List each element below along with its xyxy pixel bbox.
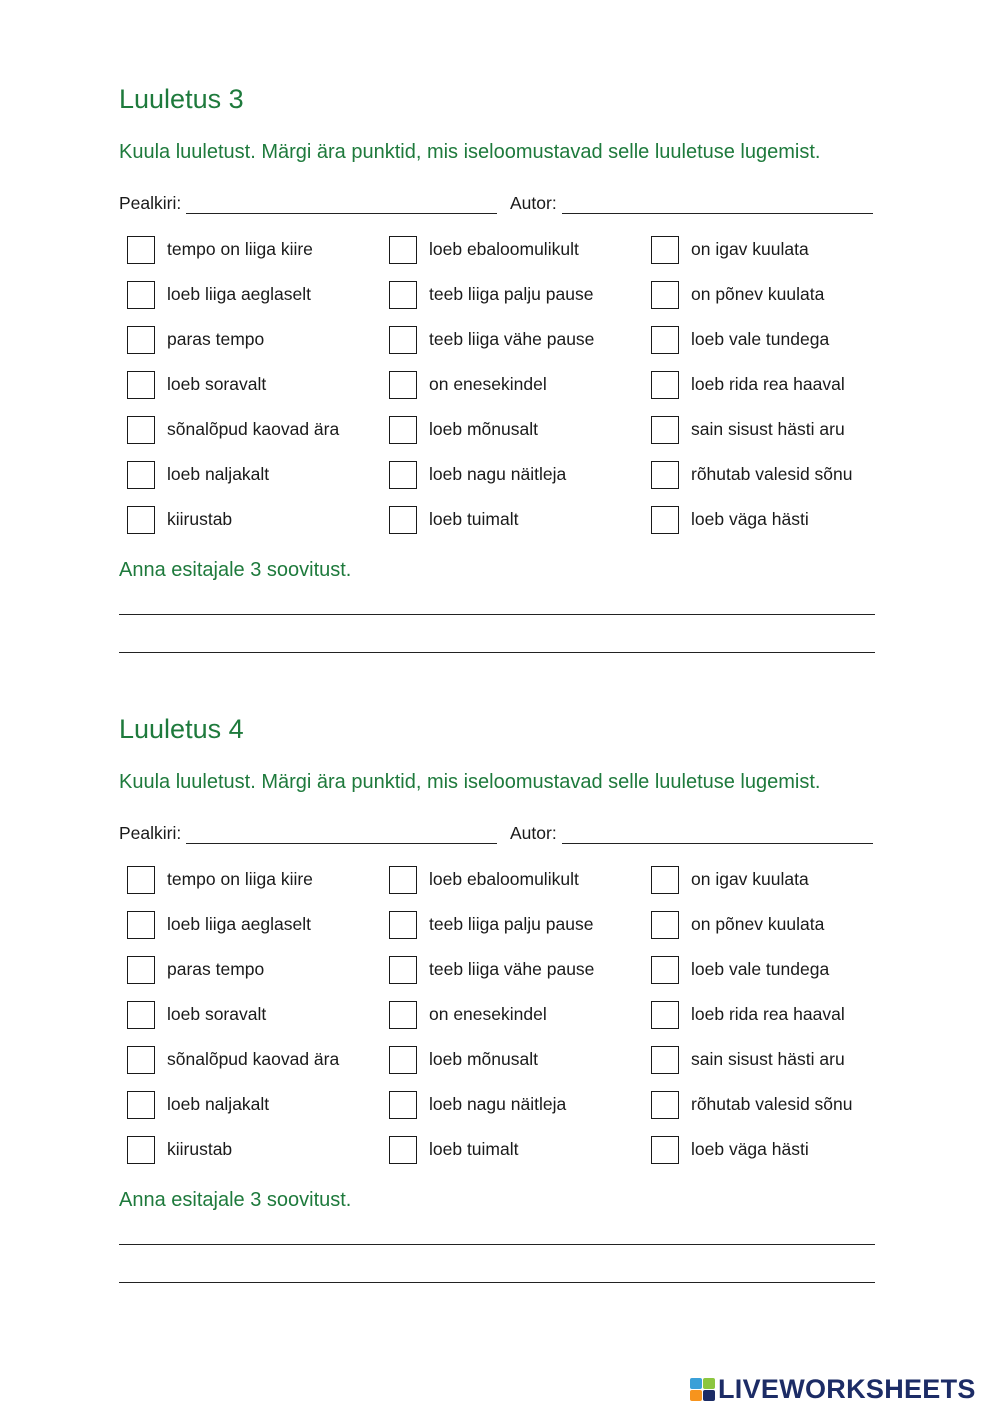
checkbox[interactable] bbox=[127, 326, 155, 354]
checkbox[interactable] bbox=[651, 1091, 679, 1119]
option-label: loeb soravalt bbox=[167, 374, 267, 394]
option-label: sain sisust hästi aru bbox=[691, 419, 845, 439]
recommendation-heading: Anna esitajale 3 soovitust. bbox=[119, 559, 352, 581]
option-label: loeb ebaloomulikult bbox=[429, 239, 579, 259]
checkbox[interactable] bbox=[389, 461, 417, 489]
option-label: on enesekindel bbox=[429, 374, 547, 394]
checkbox[interactable] bbox=[389, 371, 417, 399]
title-field-line[interactable] bbox=[186, 825, 497, 844]
option-label: rõhutab valesid sõnu bbox=[691, 1094, 853, 1114]
option-label: sõnalõpud kaovad ära bbox=[167, 419, 340, 439]
checkbox[interactable] bbox=[389, 281, 417, 309]
option-label: on põnev kuulata bbox=[691, 914, 825, 934]
option-label: tempo on liiga kiire bbox=[167, 869, 313, 889]
liveworksheets-logo-icon bbox=[690, 1378, 716, 1402]
recommendation-input-1[interactable] bbox=[119, 1214, 875, 1245]
author-field-line[interactable] bbox=[562, 825, 873, 844]
checkbox[interactable] bbox=[389, 506, 417, 534]
title-field bbox=[119, 193, 497, 214]
checkbox[interactable] bbox=[127, 461, 155, 489]
option-label: loeb mõnusalt bbox=[429, 1049, 538, 1069]
author-field-label: Autor: bbox=[510, 193, 557, 213]
checkbox[interactable] bbox=[127, 1001, 155, 1029]
checkbox[interactable] bbox=[651, 326, 679, 354]
checkbox[interactable] bbox=[389, 866, 417, 894]
checkbox[interactable] bbox=[389, 326, 417, 354]
checkbox[interactable] bbox=[651, 416, 679, 444]
option-label: loeb nagu näitleja bbox=[429, 1094, 567, 1114]
checkbox[interactable] bbox=[651, 1136, 679, 1164]
option-label: sõnalõpud kaovad ära bbox=[167, 1049, 340, 1069]
option-label: loeb rida rea haaval bbox=[691, 374, 845, 394]
option-label: paras tempo bbox=[167, 959, 265, 979]
author-field bbox=[510, 193, 873, 214]
option-label: kiirustab bbox=[167, 1139, 233, 1159]
recommendation-input-2[interactable] bbox=[119, 1252, 875, 1283]
option-label: loeb vale tundega bbox=[691, 329, 830, 349]
option-label: loeb nagu näitleja bbox=[429, 464, 567, 484]
checkbox[interactable] bbox=[127, 911, 155, 939]
option-label: loeb vale tundega bbox=[691, 959, 830, 979]
checkbox[interactable] bbox=[127, 1046, 155, 1074]
checkbox[interactable] bbox=[127, 281, 155, 309]
option-label: teeb liiga palju pause bbox=[429, 914, 594, 934]
checkbox[interactable] bbox=[651, 1001, 679, 1029]
author-field bbox=[510, 823, 873, 844]
option-label: on igav kuulata bbox=[691, 239, 809, 259]
option-label: kiirustab bbox=[167, 509, 233, 529]
option-label: loeb liiga aeglaselt bbox=[167, 914, 311, 934]
checkbox[interactable] bbox=[651, 911, 679, 939]
option-label: loeb tuimalt bbox=[429, 509, 519, 529]
checkbox[interactable] bbox=[389, 1136, 417, 1164]
option-label: loeb mõnusalt bbox=[429, 419, 538, 439]
author-field-line[interactable] bbox=[562, 195, 873, 214]
title-field-label: Pealkiri: bbox=[119, 823, 182, 843]
checkbox[interactable] bbox=[651, 236, 679, 264]
checkbox[interactable] bbox=[127, 866, 155, 894]
option-label: tempo on liiga kiire bbox=[167, 239, 313, 259]
option-label: loeb tuimalt bbox=[429, 1139, 519, 1159]
checkbox[interactable] bbox=[651, 506, 679, 534]
checkbox[interactable] bbox=[127, 1136, 155, 1164]
checkbox[interactable] bbox=[389, 1001, 417, 1029]
checkbox[interactable] bbox=[651, 866, 679, 894]
logo-text: LIVEWORKSHEETS bbox=[718, 1374, 976, 1404]
checkbox[interactable] bbox=[127, 236, 155, 264]
poem-section-3 bbox=[0, 0, 1000, 600]
title-field-label: Pealkiri: bbox=[119, 193, 182, 213]
option-label: on põnev kuulata bbox=[691, 284, 825, 304]
author-field-label: Autor: bbox=[510, 823, 557, 843]
checkbox[interactable] bbox=[389, 956, 417, 984]
recommendation-heading: Anna esitajale 3 soovitust. bbox=[119, 1189, 352, 1211]
checkbox[interactable] bbox=[651, 956, 679, 984]
section-title: Luuletus 3 bbox=[119, 84, 244, 114]
checkbox[interactable] bbox=[651, 1046, 679, 1074]
section-instruction: Kuula luuletust. Märgi ära punktid, mis iseloomustavad selle luuletuse lugemist. bbox=[119, 771, 821, 793]
option-label: loeb väga hästi bbox=[691, 509, 809, 529]
option-label: on enesekindel bbox=[429, 1004, 547, 1024]
option-label: loeb soravalt bbox=[167, 1004, 267, 1024]
option-label: loeb liiga aeglaselt bbox=[167, 284, 311, 304]
checkbox[interactable] bbox=[127, 416, 155, 444]
section-instruction: Kuula luuletust. Märgi ära punktid, mis iseloomustavad selle luuletuse lugemist. bbox=[119, 141, 821, 163]
checkbox[interactable] bbox=[389, 911, 417, 939]
option-label: on igav kuulata bbox=[691, 869, 809, 889]
checkbox[interactable] bbox=[651, 461, 679, 489]
poem-section-4 bbox=[0, 630, 1000, 1230]
option-label: loeb väga hästi bbox=[691, 1139, 809, 1159]
option-label: paras tempo bbox=[167, 329, 265, 349]
section-title: Luuletus 4 bbox=[119, 714, 244, 744]
checkbox[interactable] bbox=[389, 1091, 417, 1119]
checkbox[interactable] bbox=[389, 416, 417, 444]
checkbox[interactable] bbox=[651, 281, 679, 309]
option-label: teeb liiga palju pause bbox=[429, 284, 594, 304]
option-label: rõhutab valesid sõnu bbox=[691, 464, 853, 484]
checkbox[interactable] bbox=[127, 1091, 155, 1119]
option-label: loeb rida rea haaval bbox=[691, 1004, 845, 1024]
checkbox[interactable] bbox=[127, 371, 155, 399]
option-label: loeb naljakalt bbox=[167, 1094, 270, 1114]
option-label: teeb liiga vähe pause bbox=[429, 329, 595, 349]
option-label: loeb ebaloomulikult bbox=[429, 869, 579, 889]
checkbox[interactable] bbox=[389, 236, 417, 264]
option-label: teeb liiga vähe pause bbox=[429, 959, 595, 979]
checkbox[interactable] bbox=[389, 1046, 417, 1074]
option-label: loeb naljakalt bbox=[167, 464, 270, 484]
checkbox[interactable] bbox=[651, 371, 679, 399]
title-field bbox=[119, 823, 497, 844]
recommendation-input-1[interactable] bbox=[119, 584, 875, 615]
checkbox[interactable] bbox=[127, 956, 155, 984]
checkbox[interactable] bbox=[127, 506, 155, 534]
title-field-line[interactable] bbox=[186, 195, 497, 214]
option-label: sain sisust hästi aru bbox=[691, 1049, 845, 1069]
